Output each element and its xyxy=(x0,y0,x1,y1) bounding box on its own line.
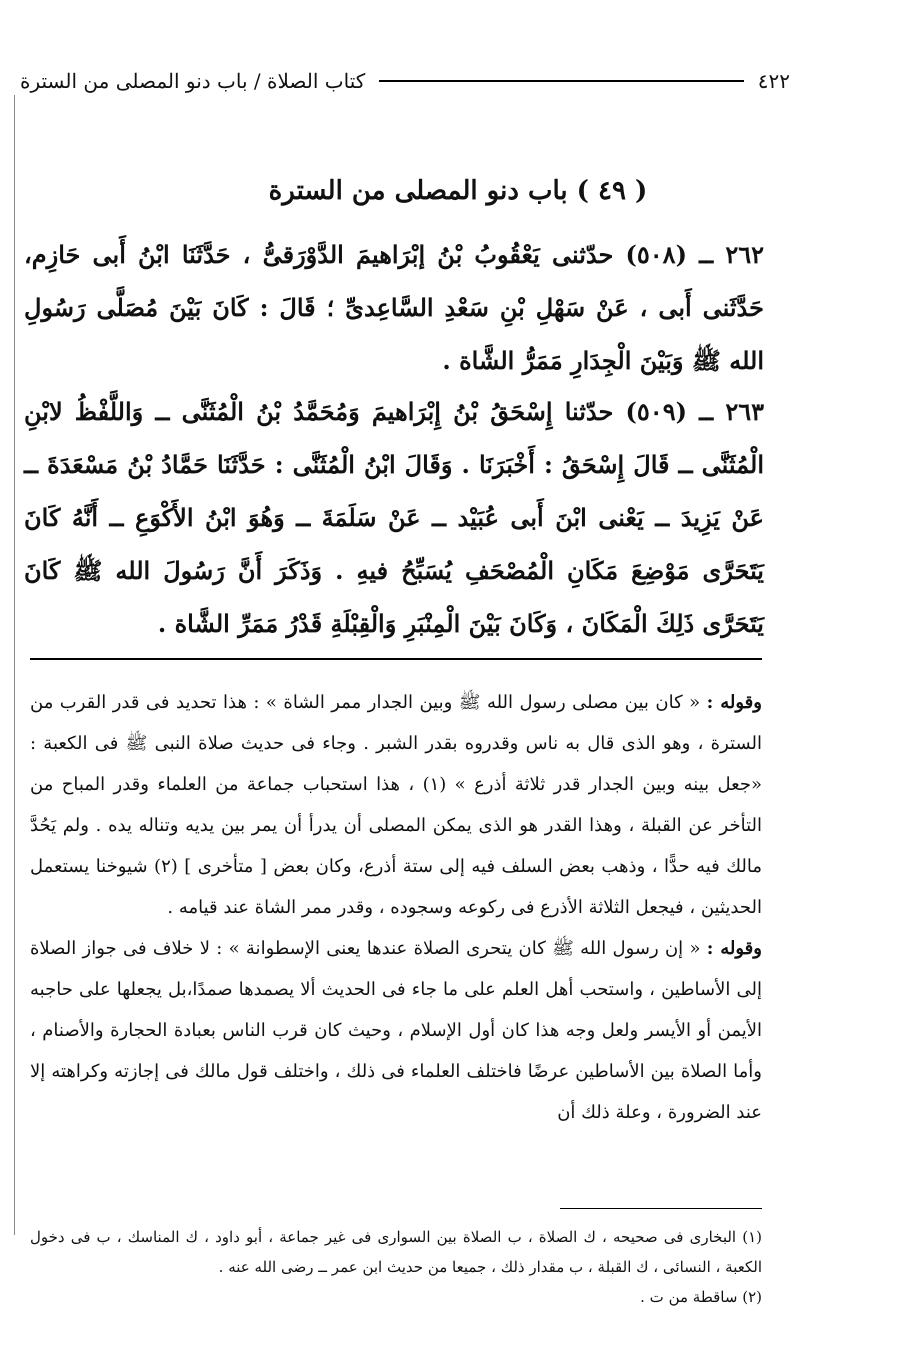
footnote-divider xyxy=(560,1208,762,1209)
hadith-263: ٢٦٣ ــ (٥٠٩) حدّثنا إِسْحَقُ بْنُ إِبْرَاهيمَ وَمُحَمَّدُ بْنُ الْمُثَنَّى ــ وَاللَّفْظُ لابْنِ الْمُثَنَّى ــ قَالَ إِسْحَقُ : أَخْبَرَنَا . وَقَالَ ابْنُ الْمُثَنَّى : حَدَّثَنَا حَمَّادُ بْنُ مَسْعَدَةَ ــ عَنْ يَزِيدَ ــ يَعْنى ابْنَ أَبى عُبَيْد ــ عَنْ سَلَمَةَ ــ وَهُوَ ابْنُ الأَكْوَعِ ــ أَنَّهُ كَانَ يَتَحَرَّى مَوْضِعَ مَكَانِ الْمُصْحَفِ يُسَبِّحُ فيهِ . وَذَكَرَ أَنَّ رَسُولَ الله ﷺ كَانَ يَتَحَرَّى ذَلِكَ الْمَكَانَ ، وَكَانَ بَيْنَ الْمِنْبَرِ وَالْقِبْلَةِ قَدْرُ مَمَرِّ الشَّاة . xyxy=(24,397,765,638)
commentary-divider xyxy=(30,658,762,660)
footnote-2: (٢) ساقطة من ت . xyxy=(640,1288,762,1306)
commentary-paragraph xyxy=(30,928,762,1133)
commentary xyxy=(30,682,762,1133)
footnotes xyxy=(30,1222,762,1312)
commentary-lead: وقوله : xyxy=(706,692,762,713)
page-number: ٤٢٢ xyxy=(757,69,790,93)
running-head xyxy=(20,66,790,96)
margin-rule xyxy=(14,95,15,1235)
commentary-lead: وقوله : xyxy=(706,938,762,959)
running-title: كتاب الصلاة / باب دنو المصلى من السترة xyxy=(20,69,366,93)
commentary-paragraph xyxy=(30,682,762,928)
footnote-1: (١) البخارى فى صحيحه ، ك الصلاة ، ب الصلاة بين السوارى فى غير جماعة ، أبو داود ، ك المناسك ، ب فى دخول الكعبة ، النسائى ، ك القبلة ، ب مقدار ذلك ، جميعا من حديث ابن عمر ــ رضى الله عنه . xyxy=(30,1228,762,1276)
chapter-title: ( ٤٩ ) باب دنو المصلى من السترة xyxy=(268,176,648,206)
commentary-text: « كان بين مصلى رسول الله ﷺ وبين الجدار ممر الشاة » : هذا تحديد فى قدر القرب من السترة ، وهو الذى قال به ناس وقدروه بقدر الشبر . وجاء فى حديث صلاة النبى ﷺ فى الكعبة : «جعل بينه وبين الجدار قدر ثلاثة أذرع » (١) ، هذا استحباب جماعة من العلماء وقدر المباح من التأخر عن القبلة ، وهذا القدر هو الذى يمكن المصلى أن يدرأ أن يمر بين يديه وتناله يده . ولم يَحُدَّ مالك فيه حدًّا ، وذهب بعض السلف فيه إلى ستة أذرع، وكان بعض [ متأخرى ] (٢) شيوخنا يستعمل الحديثين ، فيجعل الثلاثة الأذرع فى ركوعه وسجوده ، وقدر ممر الشاة عند قيامه . xyxy=(30,692,763,918)
header-rule xyxy=(379,80,744,82)
commentary-text: « إن رسول الله ﷺ كان يتحرى الصلاة عندها يعنى الإسطوانة » : لا خلاف فى جواز الصلاة إلى الأساطين ، واستحب أهل العلم على ما جاء فى الحديث ألا يصمدها صمدًا،بل يجعلها على حاجبه الأيمن أو الأيسر ولعل وجه هذا كان أول الإسلام ، وحيث كان قرب الناس بعبادة الحجارة والأصنام ، وأما الصلاة بين الأساطين عرضًا فاختلف العلماء فى ذلك ، واختلف قول مالك فى إجازته وكراهته إلا عند الضرورة ، وعلة ذلك أن xyxy=(30,938,762,1123)
hadith-262: ٢٦٢ ــ (٥٠٨) حدّثنى يَعْقُوبُ بْنُ إبْرَاهيمَ الدَّوْرَقىُّ ، حَدَّثَنَا ابْنُ أَبى حَازِم، حَدَّثَنى أَبى ، عَنْ سَهْلِ بْنِ سَعْدِ السَّاعِدىِّ ؛ قَالَ : كَانَ بَيْنَ مُصَلَّى رَسُولِ الله ﷺ وَبَيْنَ الْجِدَارِ مَمَرُّ الشَّاة . xyxy=(24,240,764,375)
